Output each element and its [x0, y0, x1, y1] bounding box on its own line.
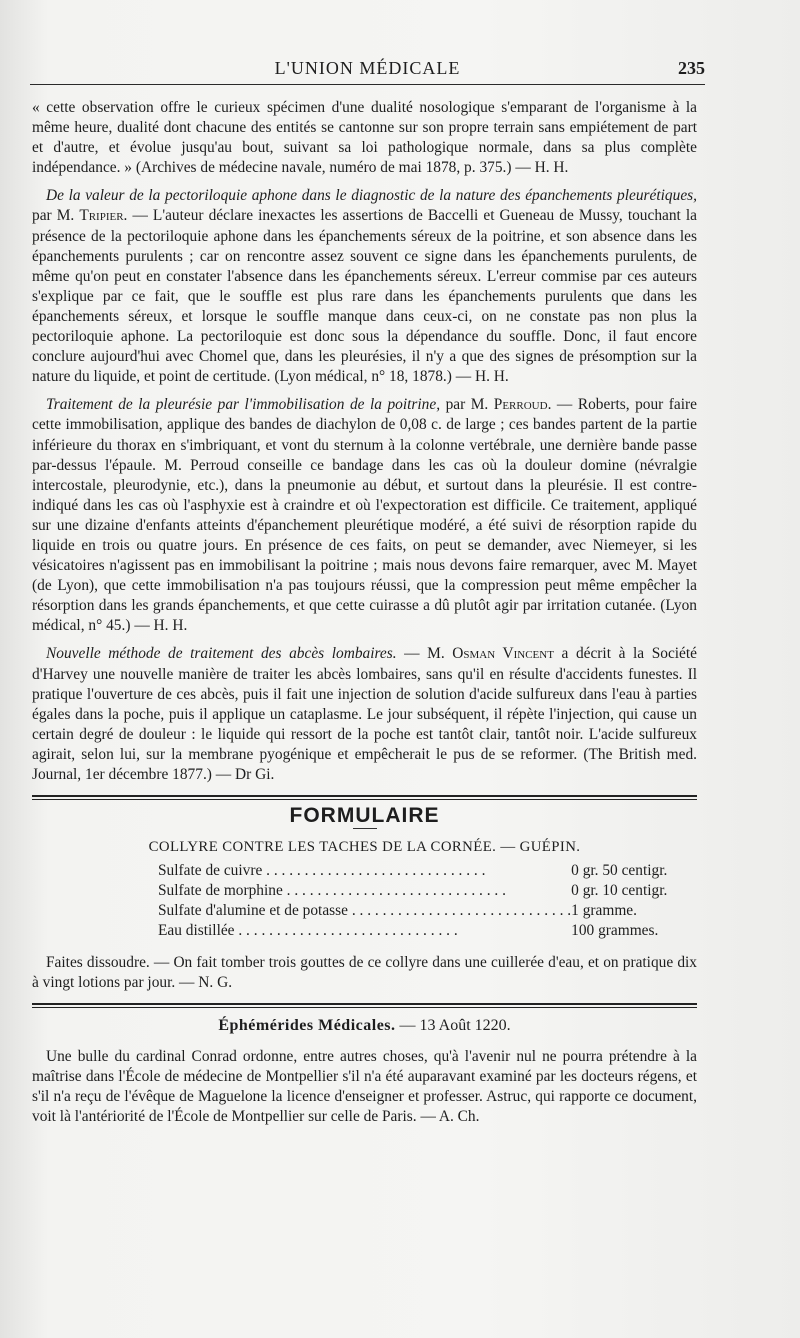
section-divider — [32, 795, 697, 800]
ephemerides-title: Éphémérides Médicales. — [218, 1017, 396, 1035]
author-prefix: — M. — [396, 645, 453, 663]
article-text: « cette observation offre le curieux spécimen d'une dualité nosologique s'emparant de l'organisme à la même heure, dualité dont chacune des entités se cantonne sur son propre terrain sans empiétement de part et d'autre, et évolue jusqu'au bout, suivant sa loi pathologique normale, dans sa plus complète indépendance. » (Archives de médecine navale, numéro de mai 1878, p. 375.) — H. H. — [32, 99, 697, 177]
recipe-instructions — [32, 953, 697, 993]
leader-dots — [235, 922, 458, 939]
formulaire-heading: FORMULAIRE — [289, 804, 440, 828]
recipe-row — [158, 881, 697, 901]
article-lead: Traitement de la pleurésie par l'immobilisation de la poitrine, — [46, 396, 441, 414]
ingredient-name: Sulfate de morphine — [158, 882, 283, 900]
ingredient-name: Sulfate d'alumine et de potasse — [158, 902, 348, 920]
ingredient-qty: 0 gr. 50 centigr. — [571, 862, 668, 880]
recipe-row — [158, 901, 697, 921]
article-paragraph — [32, 98, 697, 178]
short-divider — [353, 828, 377, 829]
article-lead: Nouvelle méthode de traitement des abcès lombaires. — [46, 645, 397, 663]
recipe-row — [158, 921, 697, 941]
author-prefix: par M. — [440, 396, 494, 414]
article-paragraph — [32, 395, 697, 636]
ephemerides-text: Une bulle du cardinal Conrad ordonne, entre autres choses, qu'à l'avenir nul ne pourra prétendre à la maîtrise dans l'École de médecine de Montpellier s'il n'a été auparavant examiné par les docteurs régens, et s'il n'a reçu de l'évêque de Maguelone la licence d'enseigner et professer. Astruc, qui rapporte ce document, voit là l'antériorité de l'École de Montpellier sur celle de Paris. — A. Ch. — [32, 1047, 697, 1125]
instructions-text: Faites dissoudre. — On fait tomber trois gouttes de ce collyre dans une cuillerée d'eau, et on pratique dix à vingt lotions par jour. — N. G. — [32, 954, 697, 992]
ephemerides-date: — 13 Août 1220. — [395, 1017, 511, 1035]
author-prefix: par M. — [32, 207, 80, 225]
article-text: a décrit à la Société d'Harvey une nouvelle manière de traiter les abcès lombaires, sans qu'il en résulte d'accidents funestes. Il pratique l'ouverture de ces abcès, puis il fait une injection de solution d'acide sulfureux dans l'eau à parties égales dans la poche, puis il applique un cataplasme. Le jour subséquent, il répète l'injection, qui cause un certain degré de douleur : le liquide qui ressort de la poche est tantôt clair, tantôt noir. L'acide sulfureux agirait, selon lui, sur la membrane pyogénique et empêcherait le pus de se reformer. (The British med. Journal, 1er décembre 1877.) — Dr Gi. — [32, 645, 697, 783]
article-paragraph — [32, 186, 697, 387]
leader-dots — [283, 882, 506, 899]
article-lead: De la valeur de la pectoriloquie aphone dans le diagnostic de la nature des épanchements pleurétiques, — [46, 187, 697, 205]
leader-dots — [262, 862, 485, 879]
page-number: 235 — [678, 58, 705, 78]
article-paragraph — [32, 644, 697, 785]
page-content — [32, 98, 697, 1135]
ingredient-qty: 1 gramme. — [571, 902, 637, 920]
page-header — [30, 58, 705, 85]
article-author: Tripier. — [79, 207, 128, 225]
running-title: L'UNION MÉDICALE — [274, 58, 461, 78]
recipe-table — [158, 861, 697, 941]
section-divider — [32, 1003, 697, 1008]
article-text: — L'auteur déclare inexactes les assertions de Baccelli et Gueneau de Mussy, touchant la présence de la pectoriloquie aphone dans les épanchements séreux de la poitrine, et son absence dans les épanchements purulents ; car on rencontre assez souvent ce signe dans les épanchements purulents, de même qu'on peut en constater l'absence dans les épanchements séreux. L'erreur commise par ces auteurs s'explique par ce fait, que le souffle est plus rare dans les épanchements purulents que dans les épanchements séreux, et lorsque le souffle manque dans ceux-ci, on ne constate pas non plus la pectoriloquie aphone. La pectoriloquie est donc sous la dépendance du souffle. Donc, il faut encore conclure aujourd'hui avec Chomel que, dans les pleurésies, il n'y a que des signes de présomption sur la nature du liquide, et point de certitude. (Lyon médical, n° 18, 1878.) — H. H. — [32, 207, 697, 386]
article-author: Osman Vincent — [452, 645, 554, 663]
recipe-row — [158, 861, 697, 881]
ingredient-qty: 0 gr. 10 centigr. — [571, 882, 668, 900]
ephemerides-paragraph — [32, 1047, 697, 1127]
article-author: Perroud. — [493, 396, 552, 414]
ingredient-qty: 100 grammes. — [571, 922, 659, 940]
leader-dots — [348, 902, 571, 919]
ingredient-name: Eau distillée — [158, 922, 235, 940]
ingredient-name: Sulfate de cuivre — [158, 862, 263, 880]
article-text: — Roberts, pour faire cette immobilisation, applique des bandes de diachylon de 0,08 c. de large ; ces bandes partent de la partie inférieure du thorax en s'imbriquant, et vont du sternum à la colonne vertébrale, une dernière bande passe par-dessus l'épaule. M. Perroud conseille ce bandage dans les cas où la douleur domine (névralgie intercostale, pleurodynie, etc.), dans la pneumonie au début, et surtout dans la pleurésie. Il est contre-indiqué dans les cas où l'asphyxie est à craindre et où l'expectoration est difficile. Ce traitement, appliqué sur une dizaine d'enfants atteints d'épanchement pleurétique modéré, a été suivi de résorption rapide du liquide en trois ou quatre jours. En présence de ces faits, on peut se demander, avec Niemeyer, si les vésicatoires n'agissent pas en immobilisant la poitrine ; mais nous devons faire remarquer, avec M. Mayet (de Lyon), que cette immobilisation n'a pas toujours réussi, que la compression peut même empêcher la résorption dans les grands épanchements, et que cette cuirasse a dû plutôt agir par irritation cutanée. (Lyon médical, n° 45.) — H. H. — [32, 396, 697, 635]
ephemerides-heading — [32, 1016, 697, 1036]
recipe-title: COLLYRE CONTRE LES TACHES DE LA CORNÉE. — GUÉPIN. — [148, 839, 581, 856]
